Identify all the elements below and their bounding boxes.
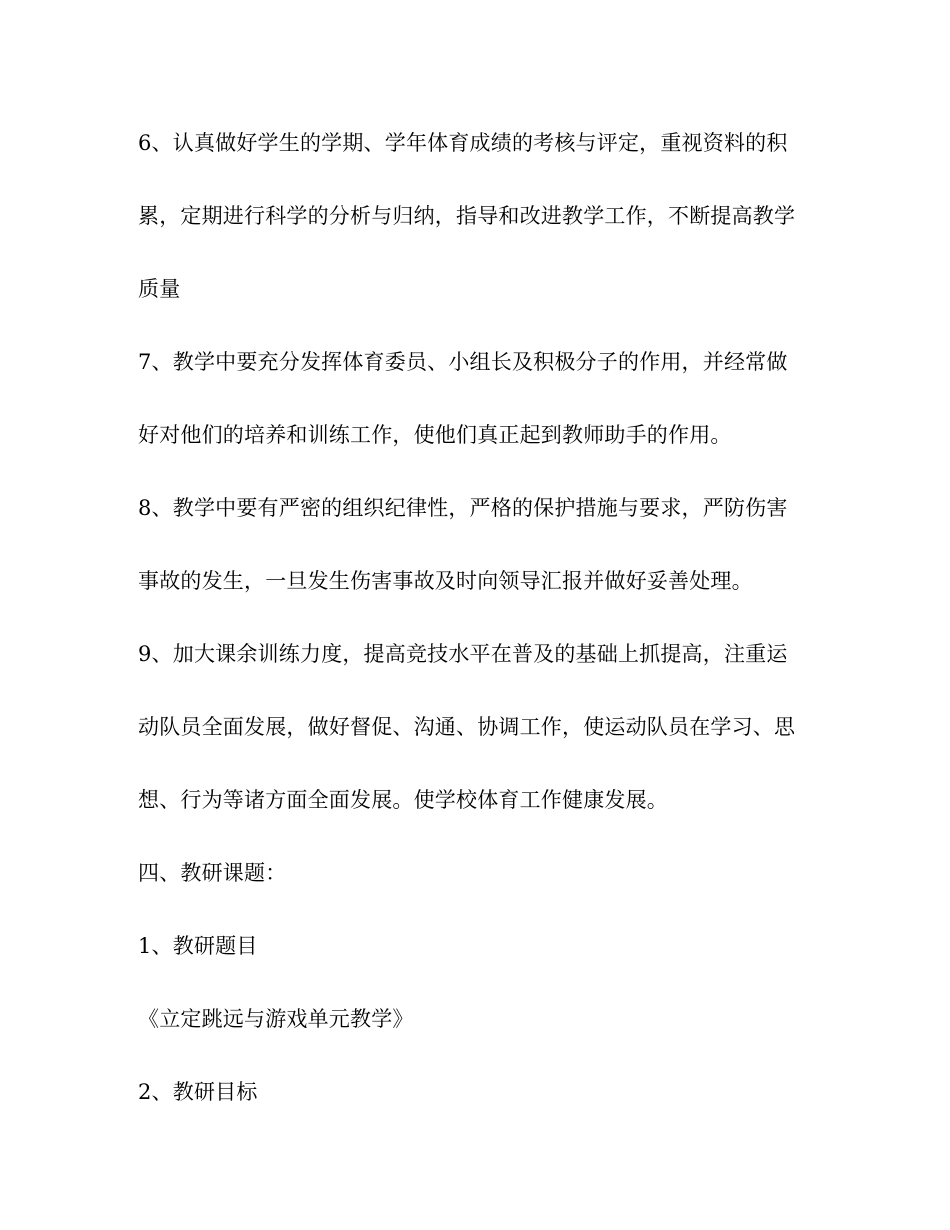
paragraph-line: 质量 [138, 277, 181, 301]
paragraph-line: 事故的发生，一旦发生伤害事故及时向领导汇报并做好妥善处理。 [138, 569, 753, 593]
paragraph-line: 9、加大课余训练力度，提高竞技水平在普及的基础上抓提高，注重运 [138, 642, 788, 666]
paragraph-line: 好对他们的培养和训练工作，使他们真正起到教师助手的作用。 [138, 423, 732, 447]
research-title: 《立定跳远与游戏单元教学》 [138, 1007, 414, 1031]
paragraph-line: 动队员全面发展，做好督促、沟通、协调工作，使运动队员在学习、思 [138, 715, 796, 739]
paragraph-line: 想、行为等诸方面全面发展。使学校体育工作健康发展。 [138, 788, 668, 812]
paragraph-line: 7、教学中要充分发挥体育委员、小组长及积极分子的作用，并经常做 [138, 350, 788, 374]
subheading: 2、教研目标 [138, 1080, 258, 1104]
section-heading: 四、教研课题： [138, 861, 287, 885]
paragraph-line: 6、认真做好学生的学期、学年体育成绩的考核与评定，重视资料的积 [138, 131, 788, 155]
paragraph-line: 8、教学中要有严密的组织纪律性，严格的保护措施与要求，严防伤害 [138, 496, 788, 520]
subheading: 1、教研题目 [138, 934, 258, 958]
paragraph-line: 累，定期进行科学的分析与归纳，指导和改进教学工作，不断提高教学 [138, 204, 796, 228]
